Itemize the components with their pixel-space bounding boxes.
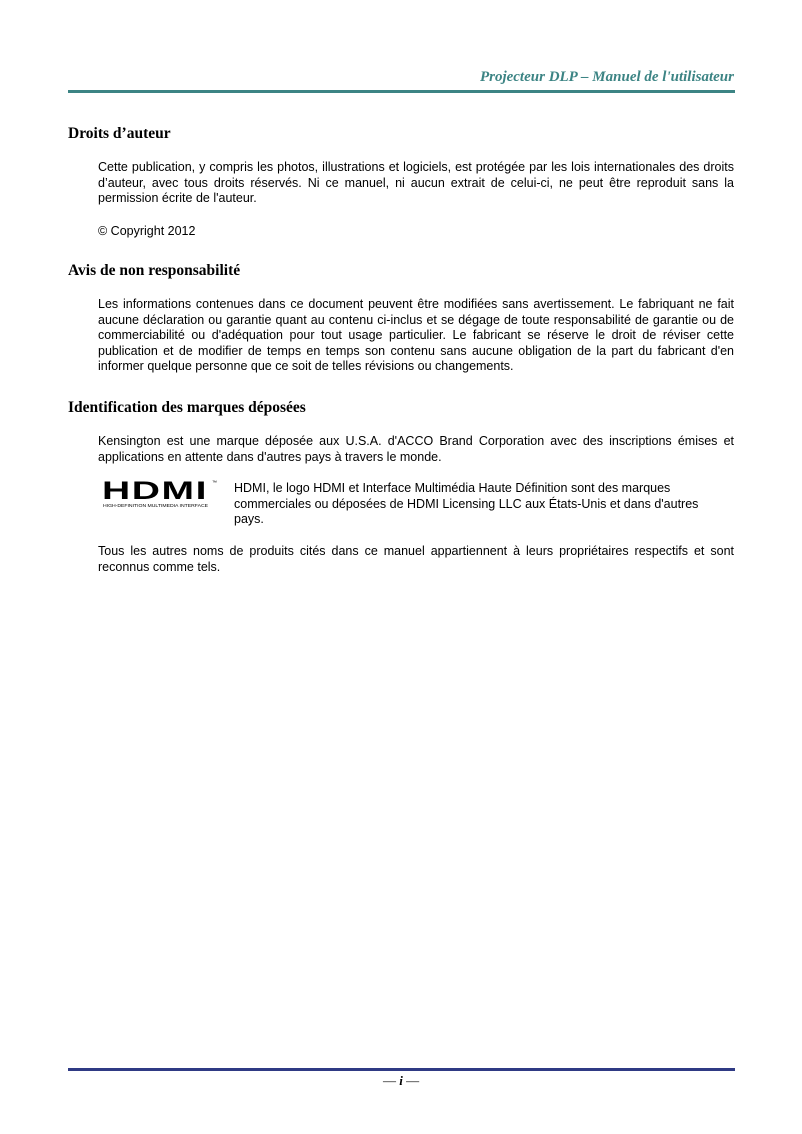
page-number: i [399, 1073, 403, 1088]
footer-dash-right: — [406, 1073, 420, 1088]
hdmi-tagline: HIGH-DEFINITION MULTIMEDIA INTERFACE [103, 503, 209, 508]
trademarks-heading: Identification des marques déposées [68, 399, 306, 416]
copyright-notice: © Copyright 2012 [98, 224, 196, 238]
footer-rule [68, 1068, 735, 1071]
disclaimer-paragraph: Les informations contenues dans ce document peuvent être modifiées sans avertissement. Le fabriquant ne fait aucune déclaration ou garantie quant au contenu ci-inclus et se dégage de toute responsabilité de garantie ou de commerciabilité ou d'adéquation pour tout usage particulier. Le fabricant se réserve le droit de réviser cette publication et de modifier de temps en temps son contenu sans aucune obligation de la part du fabricant d'en informer quelque personne que ce soit de telles révisions ou changements. [98, 297, 734, 373]
hdmi-paragraph: HDMI, le logo HDMI et Interface Multimédia Haute Définition sont des marques commerciales ou déposées de HDMI Licensing LLC aux États-Unis et dans d'autres pays. [234, 481, 699, 526]
copyright-heading: Droits d’auteur [68, 125, 171, 142]
header-rule [68, 90, 735, 93]
running-header: Projecteur DLP – Manuel de l'utilisateur [479, 69, 734, 85]
footer-dash-left: — [382, 1073, 396, 1088]
hdmi-wordmark: HDMI [102, 478, 208, 505]
disclaimer-heading: Avis de non responsabilité [68, 262, 241, 279]
copyright-paragraph: Cette publication, y compris les photos, illustrations et logiciels, est protégée par les lois internationales des droits d’auteur, avec tous droits réservés. Ni ce manuel, ni aucun extrait de celui-ci, ne peut être reproduit sans la permission écrite de l'auteur. [98, 160, 734, 205]
other-trademarks-paragraph: Tous les autres noms de produits cités dans ce manuel appartiennent à leurs propriétaires respectifs et sont reconnus comme tels. [98, 544, 734, 574]
hdmi-logo [102, 478, 220, 510]
footer-page-number [0, 1073, 802, 1089]
kensington-paragraph: Kensington est une marque déposée aux U.S.A. d'ACCO Brand Corporation avec des inscriptions émises et applications en attente dans d'autres pays à travers le monde. [98, 434, 734, 464]
hdmi-trademark-symbol: ™ [212, 480, 217, 486]
